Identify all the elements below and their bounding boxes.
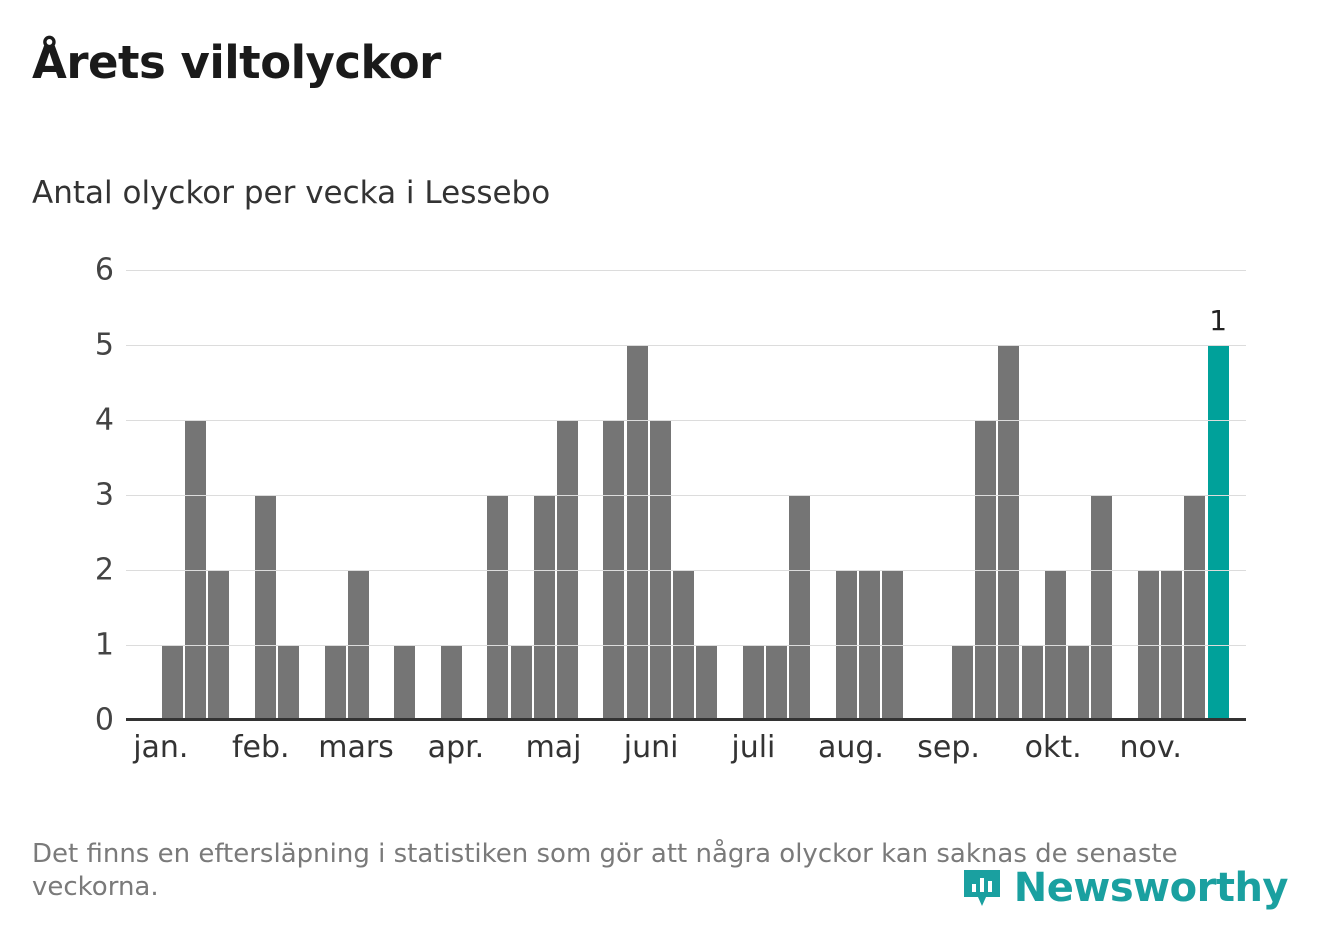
chart-subtitle: Antal olyckor per vecka i Lessebo bbox=[32, 175, 551, 211]
bar bbox=[789, 495, 810, 720]
y-axis-tick-label: 2 bbox=[94, 552, 114, 588]
page-title: Årets viltolyckor bbox=[32, 36, 441, 89]
y-axis-tick-label: 4 bbox=[94, 402, 114, 438]
x-axis-tick-label: sep. bbox=[917, 730, 980, 765]
newsworthy-logo-icon bbox=[960, 866, 1004, 910]
x-axis-tick-label: juli bbox=[731, 730, 776, 765]
y-axis-tick-label: 0 bbox=[94, 702, 114, 738]
gridline bbox=[126, 420, 1246, 421]
gridline bbox=[126, 270, 1246, 271]
x-axis-tick-label: apr. bbox=[427, 730, 485, 765]
y-axis-tick-label: 3 bbox=[94, 477, 114, 513]
x-axis-tick-label: okt. bbox=[1024, 730, 1082, 765]
bar bbox=[766, 645, 787, 720]
bar bbox=[255, 495, 276, 720]
y-axis-tick-label: 1 bbox=[94, 627, 114, 663]
x-axis-tick-label: feb. bbox=[231, 730, 290, 765]
bar-value-label: 1 bbox=[1209, 304, 1228, 337]
bar bbox=[325, 645, 346, 720]
bar bbox=[487, 495, 508, 720]
x-axis-tick-label: mars bbox=[318, 730, 394, 765]
bar bbox=[1068, 645, 1089, 720]
bar bbox=[1091, 495, 1112, 720]
bar bbox=[441, 645, 462, 720]
x-axis-labels bbox=[126, 730, 1246, 790]
x-axis-tick-label: nov. bbox=[1119, 730, 1182, 765]
gridline bbox=[126, 645, 1246, 646]
bar bbox=[952, 645, 973, 720]
bar bbox=[394, 645, 415, 720]
newsworthy-logo bbox=[960, 865, 1288, 911]
y-axis-tick-label: 6 bbox=[94, 252, 114, 288]
bar bbox=[278, 645, 299, 720]
bar bbox=[743, 645, 764, 720]
gridline bbox=[126, 570, 1246, 571]
x-axis-tick-label: juni bbox=[623, 730, 679, 765]
bar-chart bbox=[0, 250, 1322, 765]
footnote: Det finns en eftersläpning i statistiken som gör att några olyckor kan saknas de senaste veckorna. bbox=[32, 839, 1178, 902]
x-axis-line bbox=[126, 718, 1246, 721]
x-axis-tick-label: jan. bbox=[133, 730, 189, 765]
bar bbox=[627, 345, 648, 720]
x-axis-tick-label: aug. bbox=[817, 730, 884, 765]
bar bbox=[162, 645, 183, 720]
gridline bbox=[126, 345, 1246, 346]
bar bbox=[1184, 495, 1205, 720]
logo-text: Newsworthy bbox=[1013, 865, 1288, 911]
gridline bbox=[126, 495, 1246, 496]
bar bbox=[696, 645, 717, 720]
bar bbox=[1208, 345, 1229, 720]
x-axis-tick-label: maj bbox=[525, 730, 582, 765]
bar bbox=[1022, 645, 1043, 720]
bar bbox=[998, 345, 1019, 720]
plot-area bbox=[126, 270, 1246, 720]
bar bbox=[534, 495, 555, 720]
bar bbox=[511, 645, 532, 720]
y-axis-tick-label: 5 bbox=[94, 327, 114, 363]
